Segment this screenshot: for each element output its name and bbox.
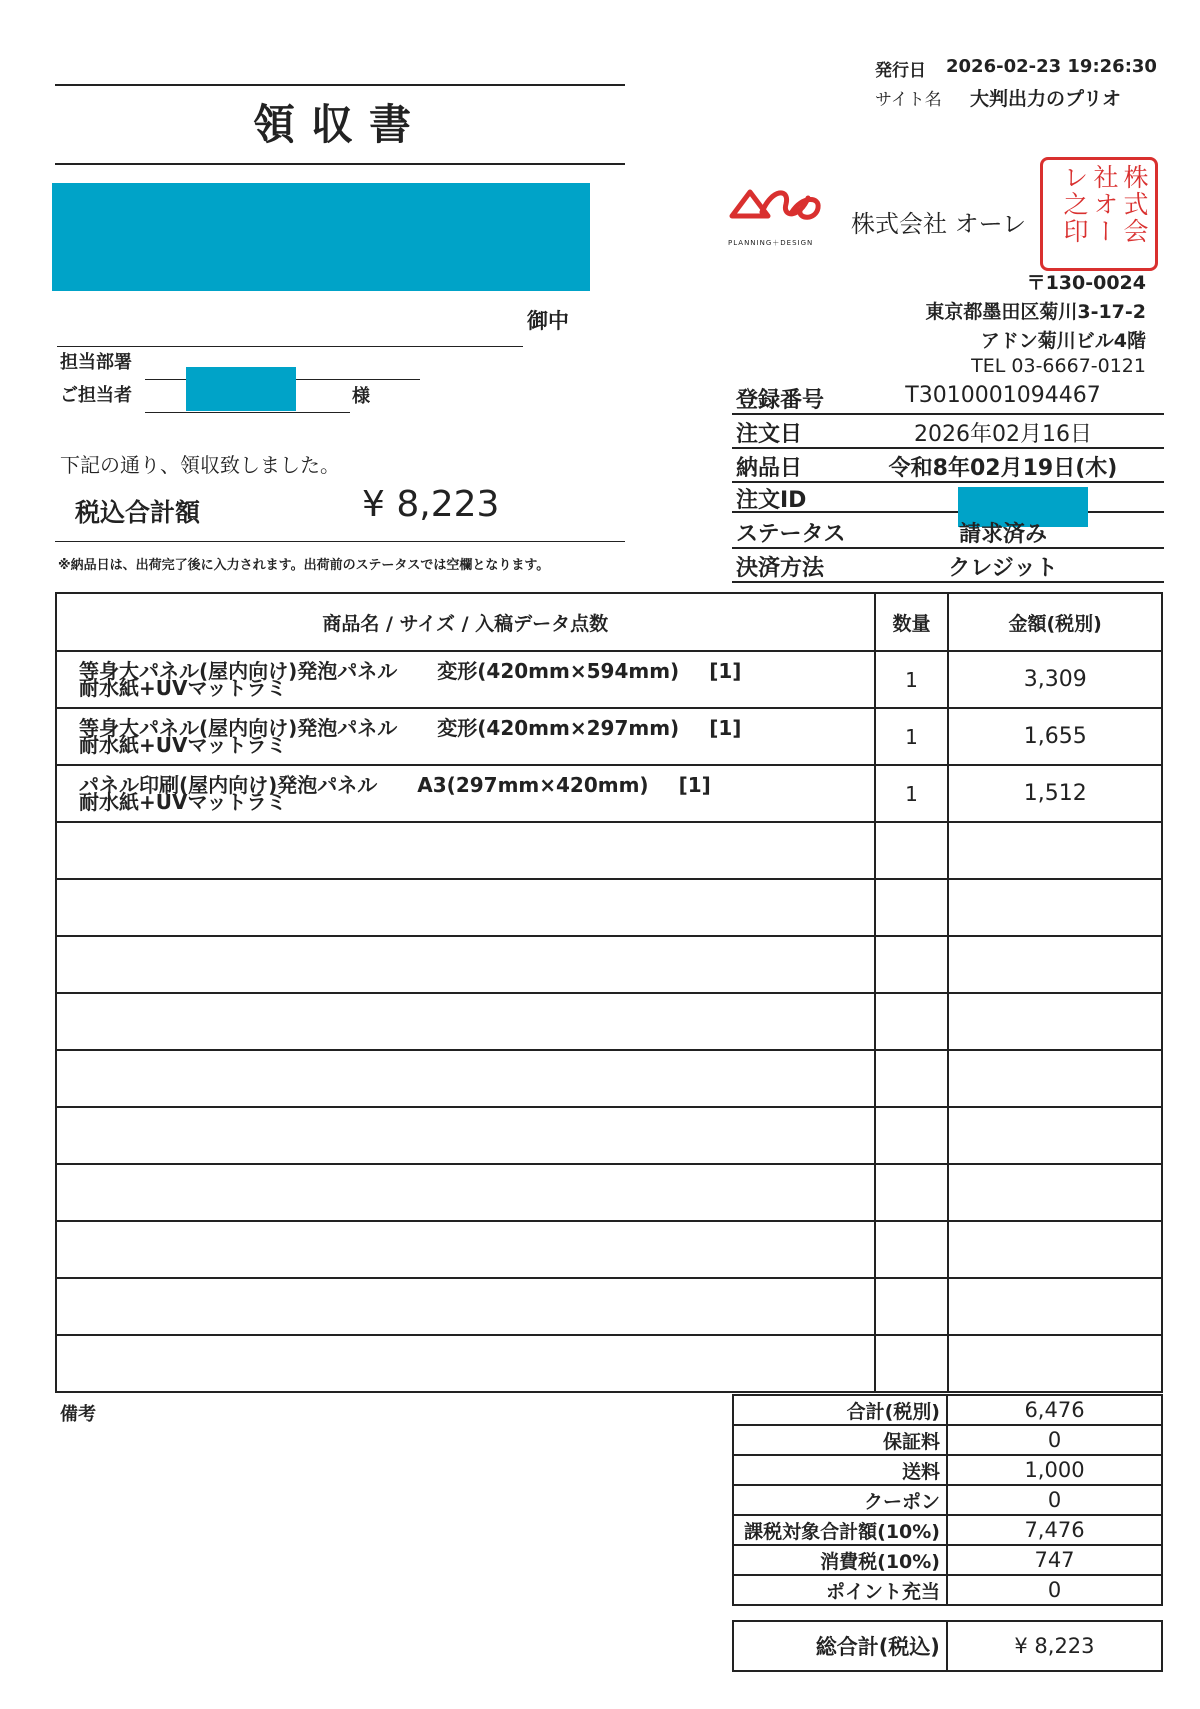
totals-value: 0 (947, 1575, 1162, 1605)
totals-label: 送料 (733, 1455, 947, 1485)
product-count: [1] (709, 715, 742, 740)
person-rule (145, 412, 350, 413)
totals-row (733, 1575, 1162, 1605)
qty-cell: 1 (875, 708, 949, 765)
totals-label: クーポン (733, 1485, 947, 1515)
product-cell (56, 765, 875, 822)
recipient-redaction (52, 183, 590, 291)
totals-label: 消費税(10%) (733, 1545, 947, 1575)
site-name-value: 大判出力のプリオ (970, 88, 1122, 110)
info-row-order-id (732, 481, 1164, 513)
qty-cell: 1 (875, 765, 949, 822)
totals-row (733, 1395, 1162, 1425)
empty-cell (948, 936, 1162, 993)
amount-cell: 3,309 (948, 651, 1162, 708)
empty-cell (948, 1278, 1162, 1335)
empty-row (56, 1050, 1162, 1107)
empty-row (56, 1164, 1162, 1221)
empty-cell (56, 1107, 875, 1164)
totals-row (733, 1455, 1162, 1485)
recipient-rule (57, 346, 523, 347)
total-rule (55, 541, 625, 542)
empty-row (56, 822, 1162, 879)
column-header-product: 商品名 / サイズ / 入稿データ点数 (56, 593, 875, 651)
empty-row (56, 1107, 1162, 1164)
empty-cell (948, 822, 1162, 879)
totals-label: 合計(税別) (733, 1395, 947, 1425)
person-label: ご担当者 (60, 385, 132, 406)
empty-row (56, 936, 1162, 993)
onchu-label: 御中 (527, 309, 569, 333)
product-name: 等身大パネル(屋内向け)発泡パネル (79, 715, 398, 740)
empty-cell (875, 1164, 949, 1221)
product-count: [1] (678, 772, 711, 797)
empty-cell (56, 993, 875, 1050)
company-tel: TEL 03-6667-0121 (971, 355, 1146, 377)
empty-cell (56, 1164, 875, 1221)
empty-cell (875, 993, 949, 1050)
grand-total-label: 総合計(税込) (733, 1621, 947, 1671)
total-value: ¥ 8,223 (362, 484, 500, 525)
totals-value: 1,000 (947, 1455, 1162, 1485)
site-name-label: サイト名 (875, 90, 942, 110)
info-label: 注文ID (736, 488, 807, 513)
empty-cell (875, 936, 949, 993)
delivery-note: ※納品日は、出荷完了後に入力されます。出荷前のステータスでは空欄となります。 (58, 558, 550, 573)
title-bottom-rule (55, 163, 625, 165)
empty-cell (948, 1221, 1162, 1278)
empty-cell (56, 1335, 875, 1392)
table-header-row (56, 593, 1162, 651)
table-row (56, 651, 1162, 708)
empty-cell (875, 1278, 949, 1335)
info-label: 登録番号 (736, 388, 825, 413)
product-name: パネル印刷(屋内向け)発泡パネル (79, 772, 378, 797)
company-name: 株式会社 オーレ (851, 210, 1027, 238)
empty-cell (875, 1221, 949, 1278)
info-label: 注文日 (736, 422, 803, 447)
info-value: T3010001094467 (905, 383, 1101, 408)
info-value: 請求済み (958, 522, 1047, 547)
empty-cell (875, 1050, 949, 1107)
info-label: ステータス (736, 522, 846, 547)
empty-row (56, 1221, 1162, 1278)
empty-cell (56, 1278, 875, 1335)
total-label: 税込合計額 (75, 498, 201, 527)
qty-cell: 1 (875, 651, 949, 708)
empty-cell (56, 1221, 875, 1278)
grand-total-table (732, 1620, 1163, 1672)
empty-row (56, 1335, 1162, 1392)
empty-row (56, 1278, 1162, 1335)
title-top-rule (55, 84, 625, 86)
info-value: クレジット (948, 556, 1058, 581)
empty-cell (875, 1107, 949, 1164)
info-row-status (732, 515, 1164, 549)
company-address2: アドン菊川ビル4階 (980, 330, 1146, 352)
issue-date-label: 発行日 (875, 61, 926, 81)
page-title: 領収書 (252, 100, 427, 149)
person-redaction (186, 367, 296, 411)
product-count: [1] (709, 658, 742, 683)
product-cell (56, 651, 875, 708)
product-cell (56, 708, 875, 765)
empty-cell (56, 936, 875, 993)
empty-cell (948, 1335, 1162, 1392)
product-size: A3(297mm×420mm) (417, 772, 649, 797)
amount-cell: 1,512 (948, 765, 1162, 822)
empty-cell (56, 822, 875, 879)
remarks-label: 備考 (60, 1404, 96, 1425)
empty-row (56, 993, 1162, 1050)
empty-cell (875, 879, 949, 936)
info-label: 納品日 (736, 456, 803, 481)
totals-table (732, 1394, 1163, 1606)
product-option: 耐水紙+UVマットラミ (79, 732, 287, 757)
info-row-registration (732, 381, 1164, 415)
info-value: 令和8年02月19日(木) (888, 456, 1118, 481)
product-size: 変形(420mm×594mm) (437, 658, 680, 683)
column-header-qty: 数量 (875, 593, 949, 651)
totals-value: 6,476 (947, 1395, 1162, 1425)
empty-cell (56, 1050, 875, 1107)
empty-cell (875, 1335, 949, 1392)
logo-caption: PLANNING＋DESIGN (728, 239, 814, 247)
empty-cell (948, 993, 1162, 1050)
totals-row (733, 1425, 1162, 1455)
product-option: 耐水紙+UVマットラミ (79, 789, 287, 814)
totals-value: 747 (947, 1545, 1162, 1575)
product-option: 耐水紙+UVマットラミ (79, 675, 287, 700)
totals-row (733, 1515, 1162, 1545)
empty-cell (948, 1164, 1162, 1221)
amount-cell: 1,655 (948, 708, 1162, 765)
info-label: 決済方法 (736, 556, 825, 581)
empty-cell (875, 822, 949, 879)
totals-value: 0 (947, 1485, 1162, 1515)
info-row-order-date (732, 415, 1164, 449)
company-zip: 〒130-0024 (1026, 272, 1146, 294)
company-seal-icon (1040, 157, 1158, 271)
totals-value: 7,476 (947, 1515, 1162, 1545)
table-row (56, 708, 1162, 765)
totals-value: 0 (947, 1425, 1162, 1455)
info-value: 2026年02月16日 (914, 422, 1092, 447)
totals-label: 課税対象合計額(10%) (733, 1515, 947, 1545)
company-logo-icon (728, 182, 828, 234)
company-address1: 東京都墨田区菊川3-17-2 (925, 301, 1146, 323)
info-row-payment (732, 549, 1164, 583)
items-table (55, 592, 1163, 1393)
column-header-amount: 金額(税別) (948, 593, 1162, 651)
table-row (56, 765, 1162, 822)
totals-row (733, 1545, 1162, 1575)
empty-row (56, 879, 1162, 936)
product-size: 変形(420mm×297mm) (437, 715, 680, 740)
receipt-message: 下記の通り、領収致しました。 (60, 453, 340, 477)
empty-cell (948, 1050, 1162, 1107)
empty-cell (56, 879, 875, 936)
info-row-delivery-date (732, 449, 1164, 483)
grand-total-row (733, 1621, 1162, 1671)
grand-total-value: ¥ 8,223 (947, 1621, 1162, 1671)
seal-text: 株式会社オーレ之印 (1060, 164, 1149, 245)
sama-label: 様 (352, 386, 370, 407)
empty-cell (948, 879, 1162, 936)
product-name: 等身大パネル(屋内向け)発泡パネル (79, 658, 398, 683)
issue-date-value: 2026-02-23 19:26:30 (946, 56, 1157, 77)
empty-cell (948, 1107, 1162, 1164)
totals-label: 保証料 (733, 1425, 947, 1455)
dept-label: 担当部署 (60, 352, 132, 373)
totals-row (733, 1485, 1162, 1515)
totals-label: ポイント充当 (733, 1575, 947, 1605)
